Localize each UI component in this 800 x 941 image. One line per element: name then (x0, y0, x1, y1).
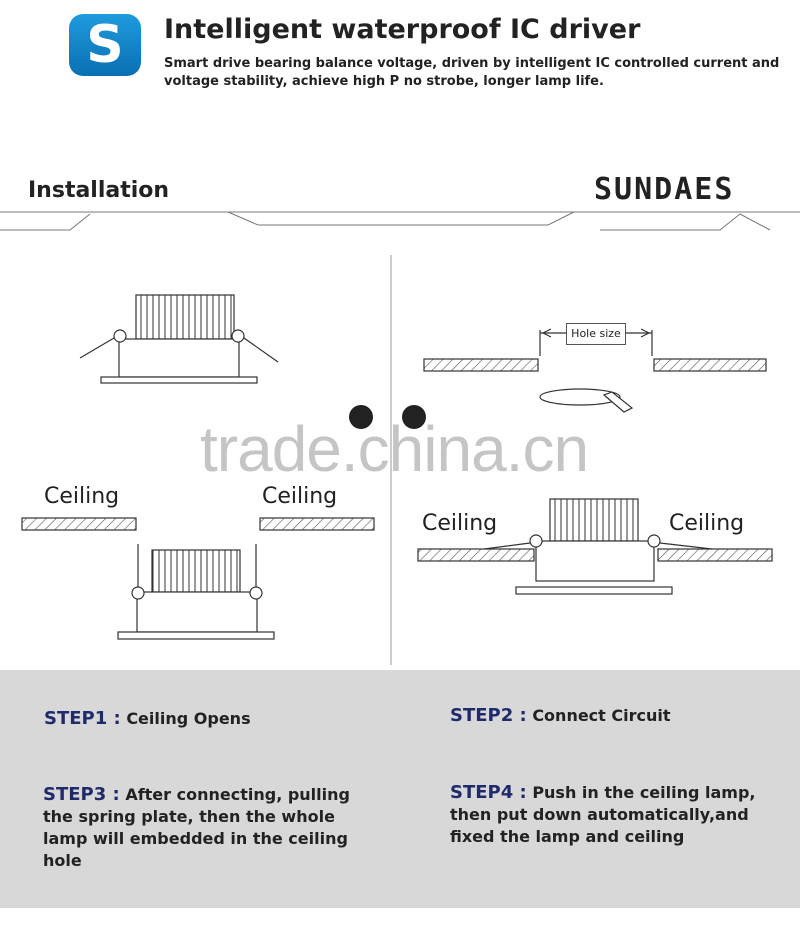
ceiling-label: Ceiling (262, 484, 338, 509)
step-text: Connect Circuit (532, 706, 671, 725)
step-4 (450, 782, 780, 848)
step-1 (44, 708, 374, 730)
step-label: STEP4 : (450, 782, 527, 803)
step-3 (43, 784, 383, 872)
logo-letter: S (86, 15, 124, 75)
step-text: Push in the ceiling lamp, then put down automatically,and fixed the lamp and ceiling (450, 783, 756, 846)
step-label: STEP1 : (44, 708, 121, 729)
step-2 (450, 705, 780, 727)
page-description: Smart drive bearing balance voltage, driven by intelligent IC controlled current and voltage stability, achieve high P no strobe, longer lamp life. (164, 56, 780, 89)
step-text: After connecting, pulling the spring plate, then the whole lamp will embedded in the ceiling hole (43, 785, 350, 870)
steps-panel (0, 670, 800, 908)
page-title: Intelligent waterproof IC driver (164, 14, 641, 45)
ceiling-label: Ceiling (44, 484, 120, 509)
step-label: STEP2 : (450, 705, 527, 726)
lamp-diagram-step3 (22, 518, 374, 639)
section-divider (0, 212, 800, 230)
ceiling-label: Ceiling (669, 511, 745, 536)
lamp-diagram-step1 (80, 295, 278, 383)
ceiling-label: Ceiling (422, 511, 498, 536)
step-label: STEP3 : (43, 784, 120, 805)
section-title: Installation (28, 178, 170, 203)
step-text: Ceiling Opens (126, 709, 251, 728)
hole-size-label: Hole size (566, 323, 626, 345)
brand-name: SUNDAES (594, 172, 735, 207)
watermark: trade.china.cn (200, 413, 589, 485)
